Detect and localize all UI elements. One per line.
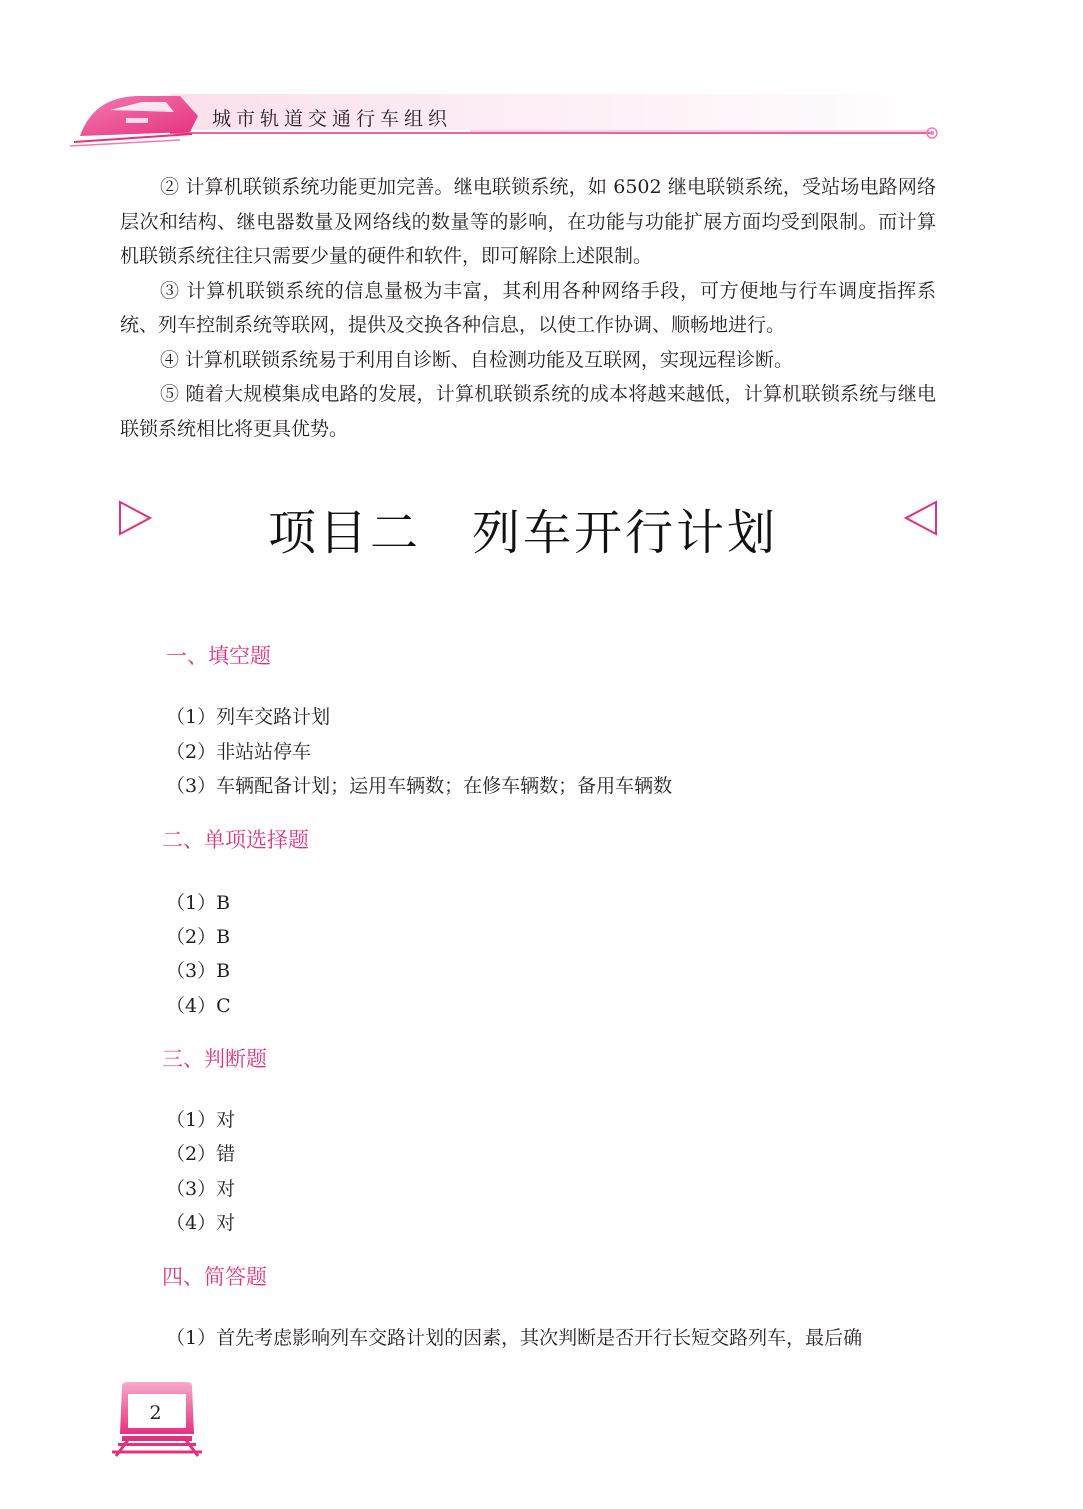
answer-item: （2）B <box>166 926 231 948</box>
triangle-left-icon <box>904 500 938 536</box>
chapter-title: 项目二 列车开行计划 <box>268 505 779 561</box>
section-heading-fill-in: 一、填空题 <box>166 644 271 668</box>
answer-item: （1）B <box>166 892 231 914</box>
answer-item: （3）车辆配备计划；运用车辆数；在修车辆数；备用车辆数 <box>166 775 673 797</box>
section-heading-single-choice: 二、单项选择题 <box>162 828 309 852</box>
answer-item: （3）对 <box>166 1178 236 1200</box>
answer-item: （1）首先考虑影响列车交路计划的因素，其次判断是否开行长短交路列车，最后确 <box>166 1327 863 1349</box>
paragraph: ② 计算机联锁系统功能更加完善。继电联锁系统，如 6502 继电联锁系统，受站场电路网络层次和结构、继电器数量及网络线的数量等的影响，在功能与功能扩展方面均受到限制。而计算机联锁系统往往只需要少量的硬件和软件，即可解除上述限制。 <box>120 176 936 267</box>
answer-item: （2）非站站停车 <box>166 741 312 763</box>
section-heading-true-false: 三、判断题 <box>162 1047 267 1071</box>
page-footer <box>108 1380 208 1460</box>
paragraph: ④ 计算机联锁系统易于利用自诊断、自检测功能及互联网，实现远程诊断。 <box>160 348 794 371</box>
running-header <box>70 88 950 150</box>
paragraph: ⑤ 随着大规模集成电路的发展，计算机联锁系统的成本将越来越低，计算机联锁系统与继电联锁系统相比将更具优势。 <box>120 383 936 440</box>
body-text <box>120 170 936 446</box>
answer-item: （4）对 <box>166 1212 236 1234</box>
answer-item: （2）错 <box>166 1143 236 1165</box>
train-header-icon <box>70 88 950 150</box>
page-number: 2 <box>149 1402 162 1424</box>
answer-item: （3）B <box>166 960 231 982</box>
header-title: 城市轨道交通行车组织 <box>212 108 453 130</box>
answer-item: （1）列车交路计划 <box>166 706 331 728</box>
answer-item: （4）C <box>166 995 231 1017</box>
section-heading-short-answer: 四、简答题 <box>162 1265 267 1289</box>
paragraph: ③ 计算机联锁系统的信息量极为丰富，其利用各种网络手段，可方便地与行车调度指挥系统、列车控制系统等联网，提供及交换各种信息，以使工作协调、顺畅地进行。 <box>120 279 936 336</box>
answer-item: （1）对 <box>166 1109 236 1131</box>
triangle-right-icon <box>118 500 152 536</box>
chapter-heading <box>0 490 1083 570</box>
